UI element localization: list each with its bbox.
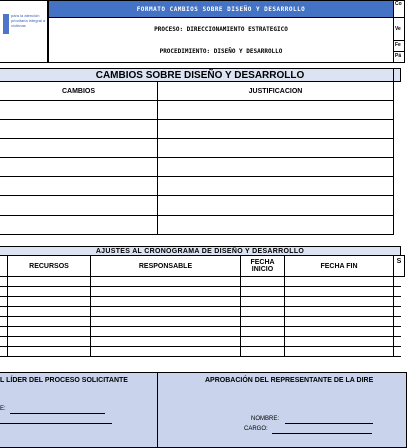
procedimiento-label: PROCEDIMIENTO: DISEÑO Y DESARROLLO (48, 40, 394, 63)
representante-title: APROBACIÓN DEL REPRESENTANTE DE LA DIRE (205, 377, 374, 384)
ajustes-section-title: AJUSTES AL CRONOGRAMA DE DISEÑO Y DESARROLLO (0, 246, 401, 256)
cambios-section-title: CAMBIOS SOBRE DISEÑO Y DESARROLLO (0, 68, 401, 82)
rep-nombre-label: NOMBRE: (251, 416, 280, 422)
lider-signature-box (0, 372, 158, 448)
ajustes-row (0, 336, 401, 337)
col-extra: S (393, 255, 405, 277)
ajustes-row (0, 286, 401, 287)
ajustes-row (0, 296, 401, 297)
col-fecha-fin: FECHA FIN (284, 255, 394, 277)
ajustes-row (0, 326, 401, 327)
ajustes-row (0, 316, 401, 317)
lider-nombre-label: E: (0, 406, 6, 412)
col-justificacion: JUSTIFICACION (157, 81, 394, 101)
cambios-row (0, 176, 394, 177)
logo-text: para la atención prioritaria integral a víctimas (11, 13, 46, 28)
ajustes-row (0, 356, 401, 357)
cambios-row (0, 234, 394, 235)
lider-cargo-line[interactable] (0, 423, 112, 424)
right-label-version: Ve (393, 17, 405, 41)
cambios-row (0, 195, 394, 196)
rep-cargo-line[interactable] (272, 433, 372, 434)
ajustes-row (0, 306, 401, 307)
representante-signature-box (157, 372, 407, 448)
col-recursos: RECURSOS (7, 255, 91, 277)
col-responsable: RESPONSABLE (90, 255, 241, 277)
proceso-label: PROCESO: DIRECCIONAMIENTO ESTRATEGICO (48, 18, 394, 41)
cambios-row (0, 119, 394, 120)
lider-title: L LÍDER DEL PROCESO SOLICITANTE (0, 377, 128, 384)
cambios-right-border (393, 68, 394, 235)
cambios-row (0, 138, 394, 139)
col-fecha-inicio: FECHA INICIO (240, 255, 285, 277)
logo-icon (3, 14, 9, 34)
right-label-fecha: Fe (393, 40, 405, 52)
col-cambios: CAMBIOS (0, 81, 158, 101)
rep-cargo-label: CARGO: (244, 426, 268, 432)
cambios-row (0, 215, 394, 216)
rep-nombre-line[interactable] (285, 423, 373, 424)
right-label-pagina: Pá (393, 51, 405, 63)
right-label-codigo: Co (393, 0, 405, 18)
ajustes-row (0, 346, 401, 347)
cambios-row (0, 157, 394, 158)
lider-nombre-line[interactable] (10, 413, 105, 414)
form-title: FORMATO CAMBIOS SOBRE DISEÑO Y DESARROLLO (48, 0, 394, 18)
